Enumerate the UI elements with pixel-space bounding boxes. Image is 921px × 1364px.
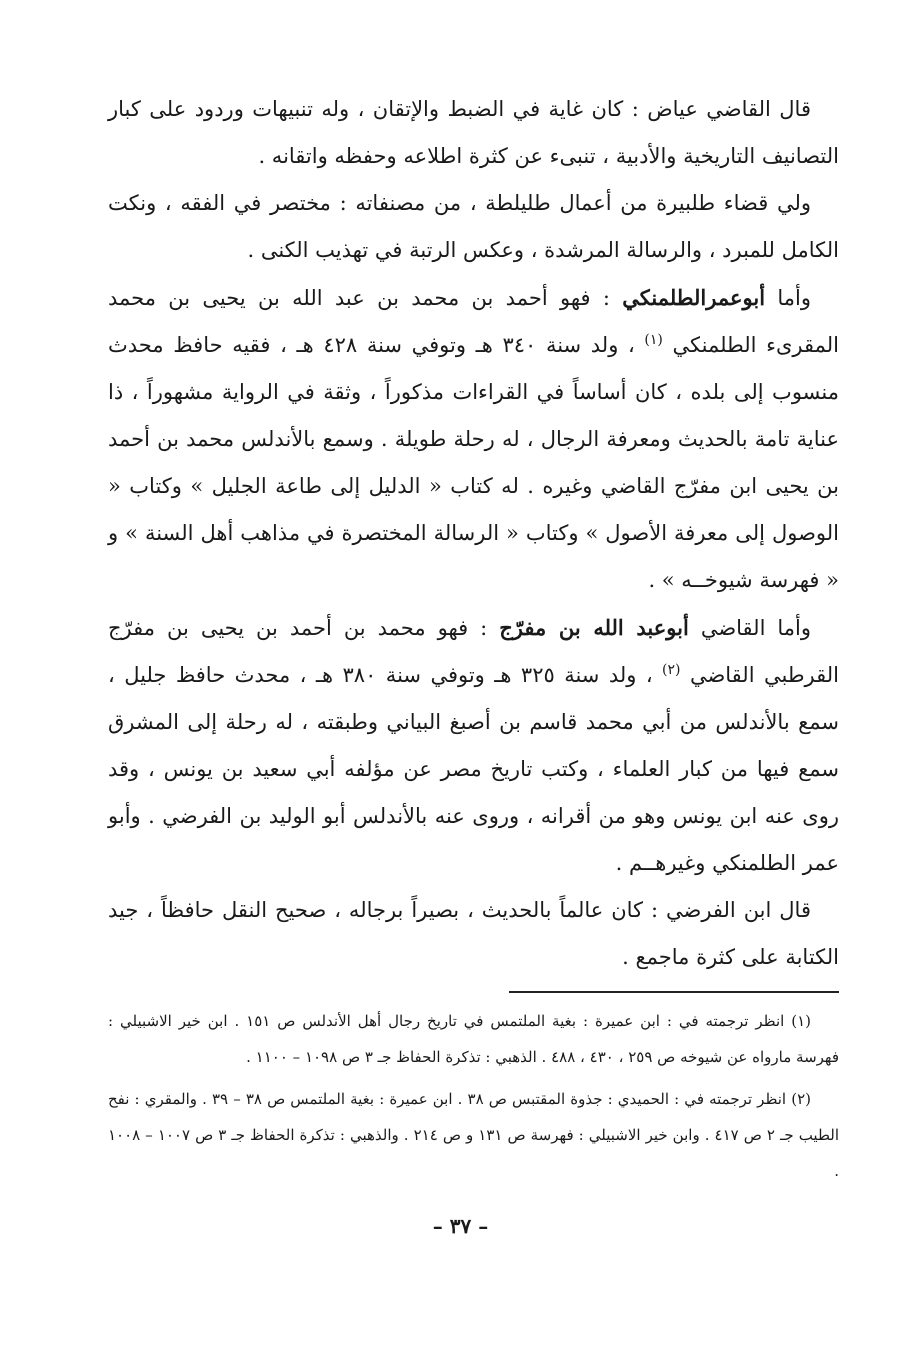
- biography-name-ibn-mufarrij: أبوعبد الله بن مفرّج: [499, 615, 689, 640]
- paragraph-1: قال القاضي عياض : كان غاية في الضبط والإتقان ، وله تنبيهات وردود على كبار التصانيف التاريخية والأدبية ، تنبىء عن كثرة اطلاعه وحفظه واتقانه .: [108, 97, 839, 168]
- page-number: – ٣٧ –: [432, 1214, 489, 1238]
- paragraph-2: ولي قضاء طلبيرة من أعمال طليلطة ، من مصنفاته : مختصر في الفقه ، ونكت الكامل للمبرد ، والرسالة المرشدة ، وعكس الرتبة في تهذيب الكنى .: [108, 191, 839, 262]
- paragraph-3-lead: وأما: [777, 286, 811, 310]
- footnote-ref-2: (٢): [662, 662, 681, 678]
- paragraph-4: [108, 604, 839, 887]
- biography-name-talamanki: أبوعمرالطلمنكي: [622, 285, 766, 310]
- paragraph-3-text-b: ، ولد سنة ٣٤٠ هـ وتوفي سنة ٤٢٨ هـ ، فقيه حافظ محدث منسوب إلى بلده ، كان أساساً في القراءات مذكوراً ، وثقة في الرواية مشهوراً ، ذا عناية تامة بالحديث ومعرفة الرجال ، له رحلة طويلة . وسمع بالأندلس محمد بن أحمد بن يحيى ابن مفرّج القاضي وغيره . له كتاب « الدليل إلى طاعة الجليل » وكتاب « الوصول إلى معرفة الأصول » وكتاب « الرسالة المختصرة في مذاهب أهل السنة » و « فهرسة شيوخــه » .: [108, 333, 839, 592]
- paragraph-5: قال ابن الفرضي : كان عالماً بالحديث ، بصيراً برجاله ، صحيح النقل حافظاً ، جيد الكتابة على كثرة ماجمع .: [108, 898, 839, 969]
- paragraph-4-text-b: ، ولد سنة ٣٢٥ هـ وتوفي سنة ٣٨٠ هـ ، محدث حافظ جليل ، سمع بالأندلس من أبي محمد قاسم بن أصبغ البياني وطبقته ، له رحلة إلى المشرق سمع فيها من كبار العلماء ، وكتب تاريخ مصر عن مؤلفه أبي سعيد بن يونس ، وقد روى عنه ابن يونس وهو من أقرانه ، وروى عنه بالأندلس أبو الوليد بن الفرضي . وأبو عمر الطلمنكي وغيرهــم .: [108, 663, 839, 875]
- footnote-ref-1: (١): [644, 332, 663, 348]
- footnote-2: (٢) انظر ترجمته في : الحميدي : جذوة المقتبس ص ٣٨ . ابن عميرة : بغية الملتمس ص ٣٨ – ٣٩ . والمقري : نفح الطيب جـ ٢ ص ٤١٧ . وابن خير الاشبيلي : فهرسة ص ١٣١ و ص ٢١٤ . والذهبي : تذكرة الحفاظ جـ ٣ ص ١٠٠٧ – ١٠٠٨ .: [108, 1090, 839, 1180]
- paragraph-4-text-a: : فهو محمد بن أحمد بن يحيى بن مفرّج القرطبي القاضي: [108, 616, 839, 687]
- footnotes: [108, 1003, 839, 1189]
- footnote-1: (١) انظر ترجمته في : ابن عميرة : بغية الملتمس في تاريخ رجال أهل الأندلس ص ١٥١ . ابن خير الاشبيلي : فهرسة مارواه عن شيوخه ص ٢٥٩ ، ٤٣٠ ، ٤٨٨ . الذهبي : تذكرة الحفاظ جـ ٣ ص ١٠٩٨ – ١١٠٠ .: [108, 1012, 839, 1066]
- footnote-divider: [509, 991, 839, 993]
- paragraph-3-text-a: : فهو أحمد بن محمد بن عبد الله بن يحيى بن محمد المقرىء الطلمنكي: [108, 286, 840, 357]
- paragraph-3: [108, 274, 839, 604]
- paragraph-4-lead: وأما القاضي: [700, 616, 812, 640]
- main-text: [108, 86, 839, 981]
